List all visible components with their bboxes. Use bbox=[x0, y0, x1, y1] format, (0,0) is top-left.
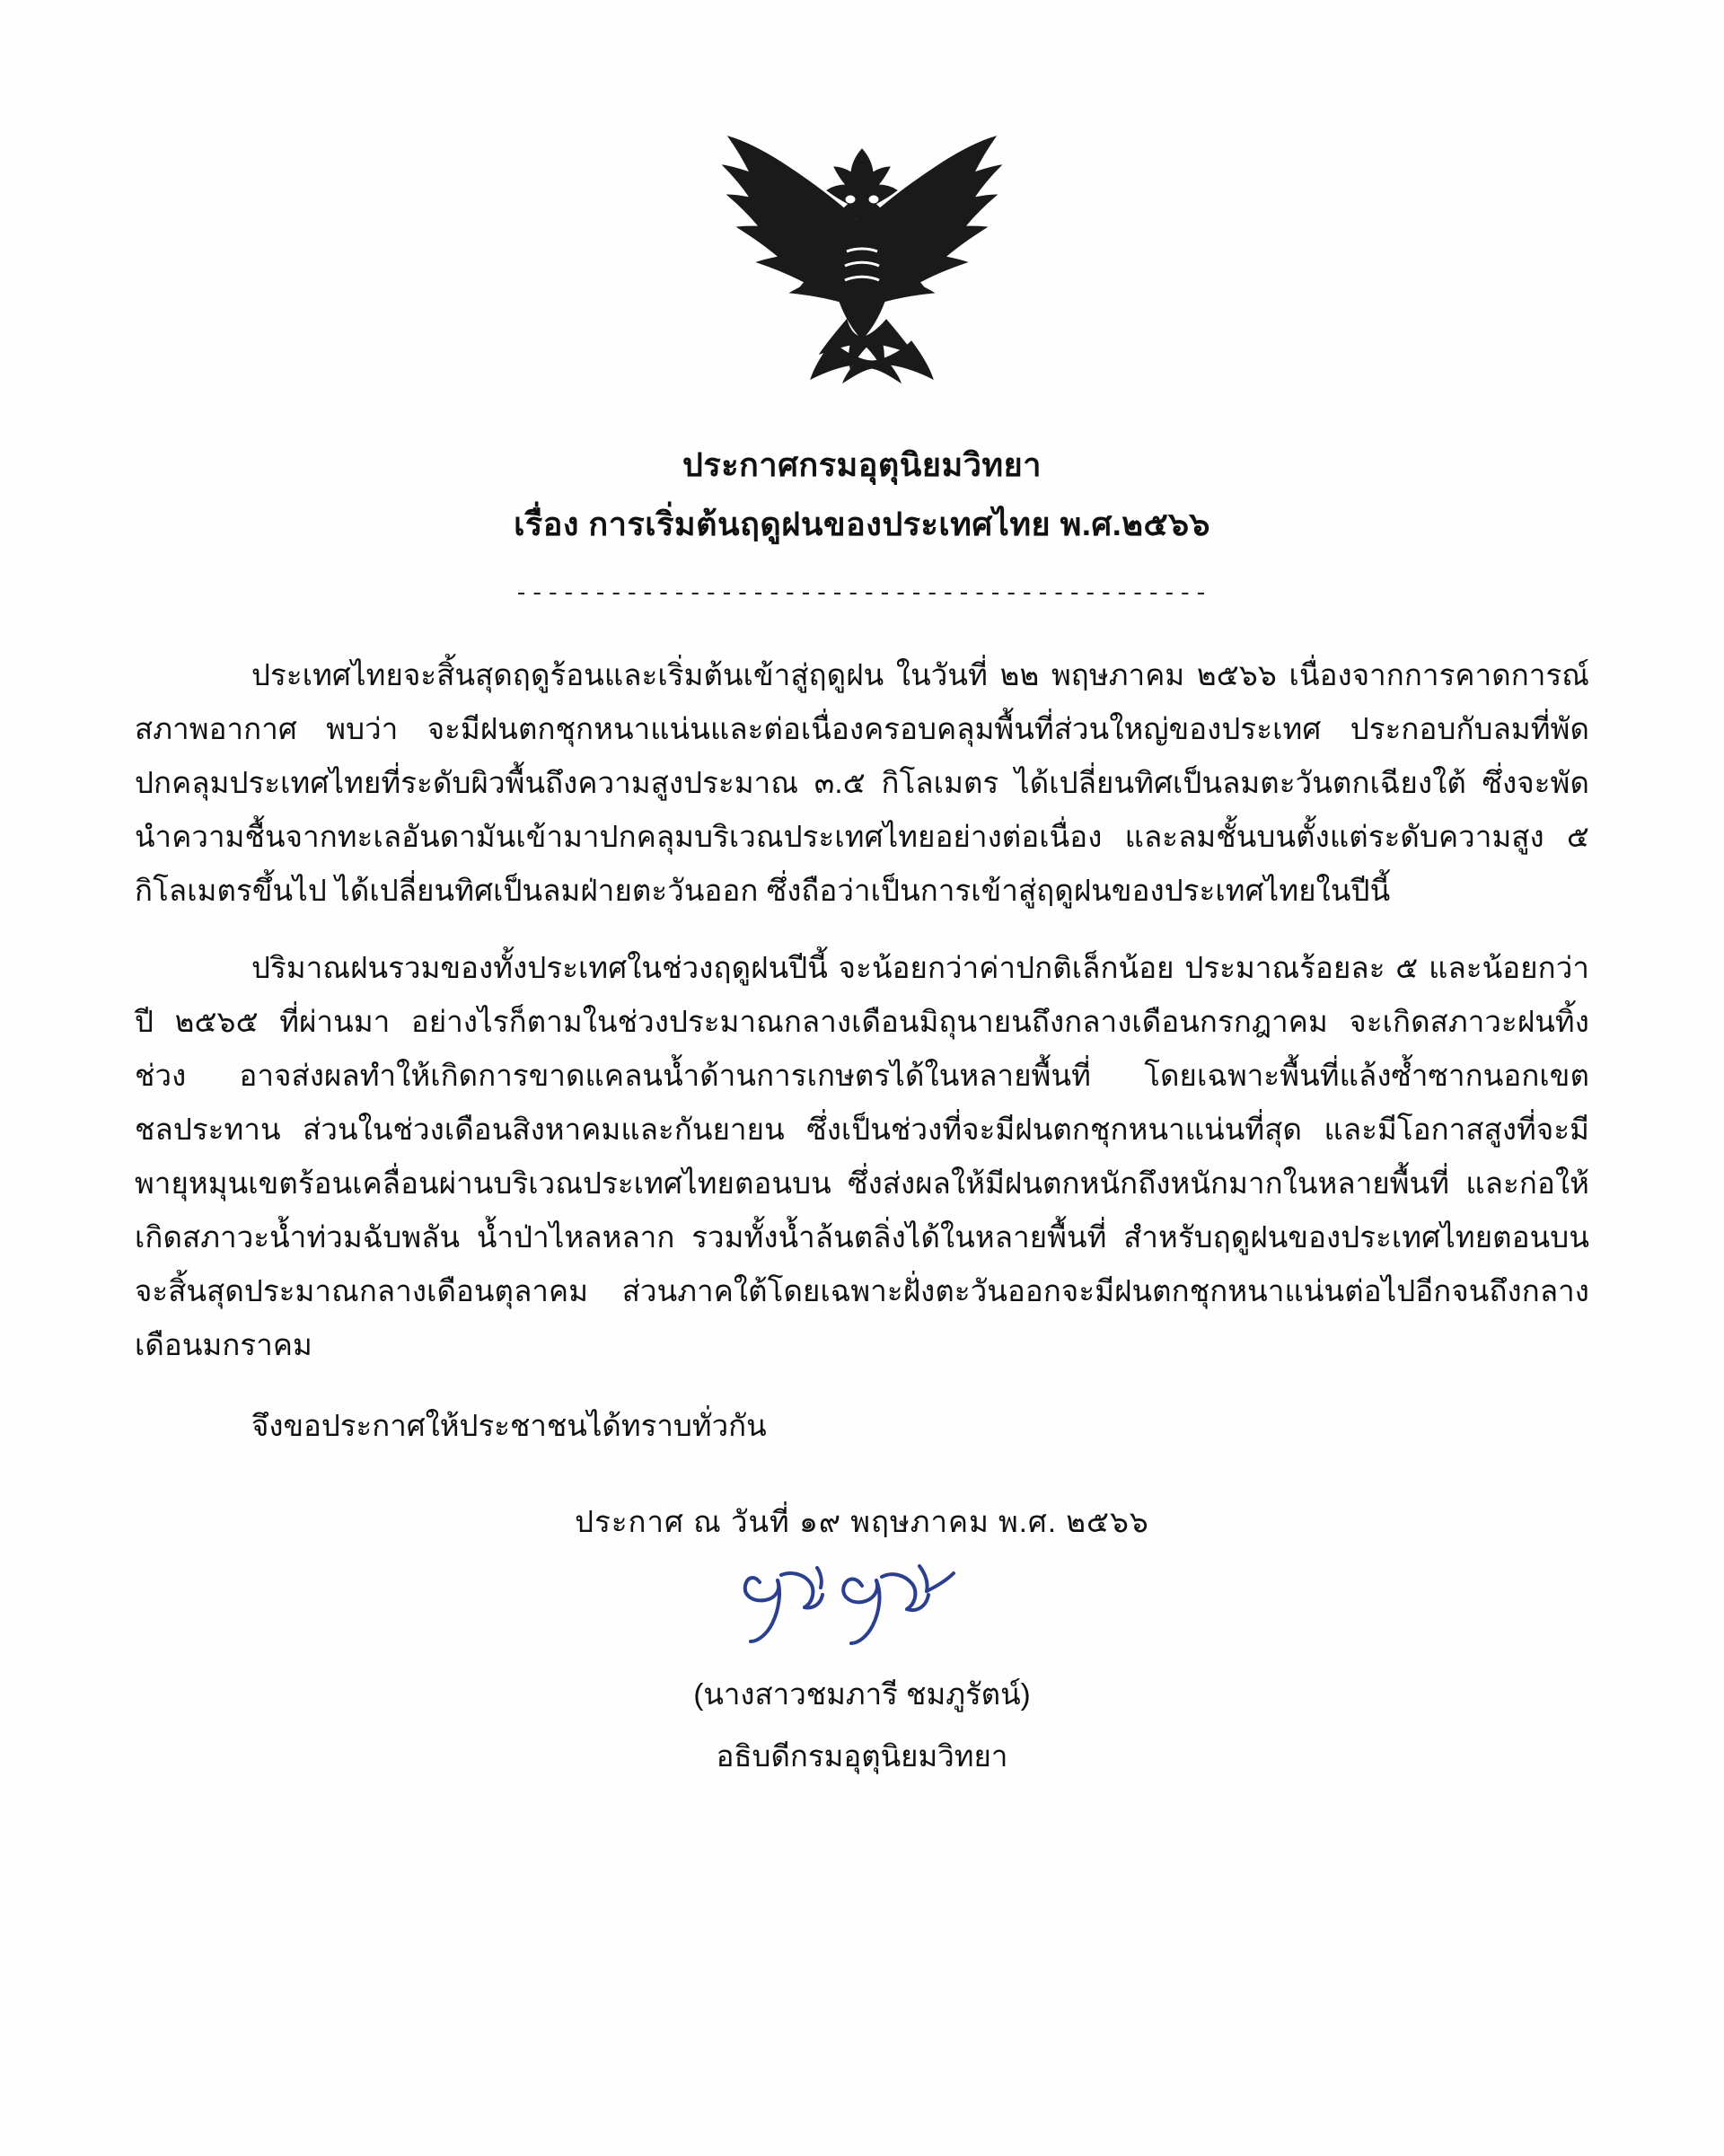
paragraph-2: ปริมาณฝนรวมของทั้งประเทศในช่วงฤดูฝนปีนี้ จะน้อยกว่าค่าปกติเล็กน้อย ประมาณร้อยละ ๕ และน้อยกว่าปี ๒๕๖๕ ที่ผ่านมา อย่างไรก็ตามในช่วงประมาณกลางเดือนมิถุนายนถึงกลางเดือนกรกฎาคม จะเกิดสภาวะฝนทิ้งช่วง อาจส่งผลทำให้เกิดการขาดแคลนน้ำด้านการเกษตรได้ในหลายพื้นที่ โดยเฉพาะพื้นที่แล้งซ้ำซากนอกเขตชลประทาน ส่วนในช่วงเดือนสิงหาคมและกันยายน ซึ่งเป็นช่วงที่จะมีฝนตกชุกหนาแน่นที่สุด และมีโอกาสสูงที่จะมีพายุหมุนเขตร้อนเคลื่อนผ่านบริเวณประเทศไทยตอนบน ซึ่งส่งผลให้มีฝนตกหนักถึงหนักมากในหลายพื้นที่ และก่อให้เกิดสภาวะน้ำท่วมฉับพลัน น้ำป่าไหลหลาก รวมทั้งน้ำล้นตลิ่งได้ในหลายพื้นที่ สำหรับฤดูฝนของประเทศไทยตอนบนจะสิ้นสุดประมาณกลางเดือนตุลาคม ส่วนภาคใต้โดยเฉพาะฝั่งตะวันออกจะมีฝนตกชุกหนาแน่นต่อไปอีกจนถึงกลางเดือนมกราคม bbox=[135, 950, 1589, 1362]
heading-line-1: ประกาศกรมอุตุนิยมวิทยา bbox=[682, 446, 1042, 483]
signature-date: ประกาศ ณ วันที่ ๑๙ พฤษภาคม พ.ศ. ๒๕๖๖ bbox=[575, 1504, 1149, 1538]
signer-name: (นางสาวชมภารี ชมภูรัตน์) bbox=[693, 1677, 1031, 1712]
garuda-emblem bbox=[714, 117, 1010, 386]
document-closing bbox=[90, 1399, 1634, 1452]
closing-line: จึงขอประกาศให้ประชาชนได้ทราบทั่วกัน bbox=[251, 1409, 767, 1443]
emblem-container bbox=[90, 117, 1634, 386]
signature-block bbox=[90, 1494, 1634, 1785]
paragraph-1: ประเทศไทยจะสิ้นสุดฤดูร้อนและเริ่มต้นเข้าสู่ฤดูฝน ในวันที่ ๒๒ พฤษภาคม ๒๕๖๖ เนื่องจากการคาดการณ์สภาพอากาศ พบว่า จะมีฝนตกชุกหนาแน่นและต่อเนื่องครอบคลุมพื้นที่ส่วนใหญ่ของประเทศ ประกอบกับลมที่พัดปกคลุมประเทศไทยที่ระดับผิวพื้นถึงความสูงประมาณ ๓.๕ กิโลเมตร ได้เปลี่ยนทิศเป็นลมตะวันตกเฉียงใต้ ซึ่งจะพัดนำความชื้นจากทะเลอันดามันเข้ามาปกคลุมบริเวณประเทศไทยอย่างต่อเนื่อง และลมชั้นบนตั้งแต่ระดับความสูง ๕ กิโลเมตรขึ้นไป ได้เปลี่ยนทิศเป็นลมฝ่ายตะวันออก ซึ่งถือว่าเป็นการเข้าสู่ฤดูฝนของประเทศไทยในปีนี้ bbox=[135, 657, 1589, 907]
heading-divider: -------------------------------------------- bbox=[514, 579, 1210, 607]
heading-line-2: เรื่อง การเริ่มต้นฤดูฝนของประเทศไทย พ.ศ.๒๕๖๖ bbox=[514, 505, 1210, 542]
handwritten-signature bbox=[727, 1555, 997, 1663]
document-body bbox=[90, 648, 1634, 1373]
signer-title: อธิบดีกรมอุตุนิยมวิทยา bbox=[716, 1738, 1008, 1773]
document-heading bbox=[90, 440, 1634, 550]
